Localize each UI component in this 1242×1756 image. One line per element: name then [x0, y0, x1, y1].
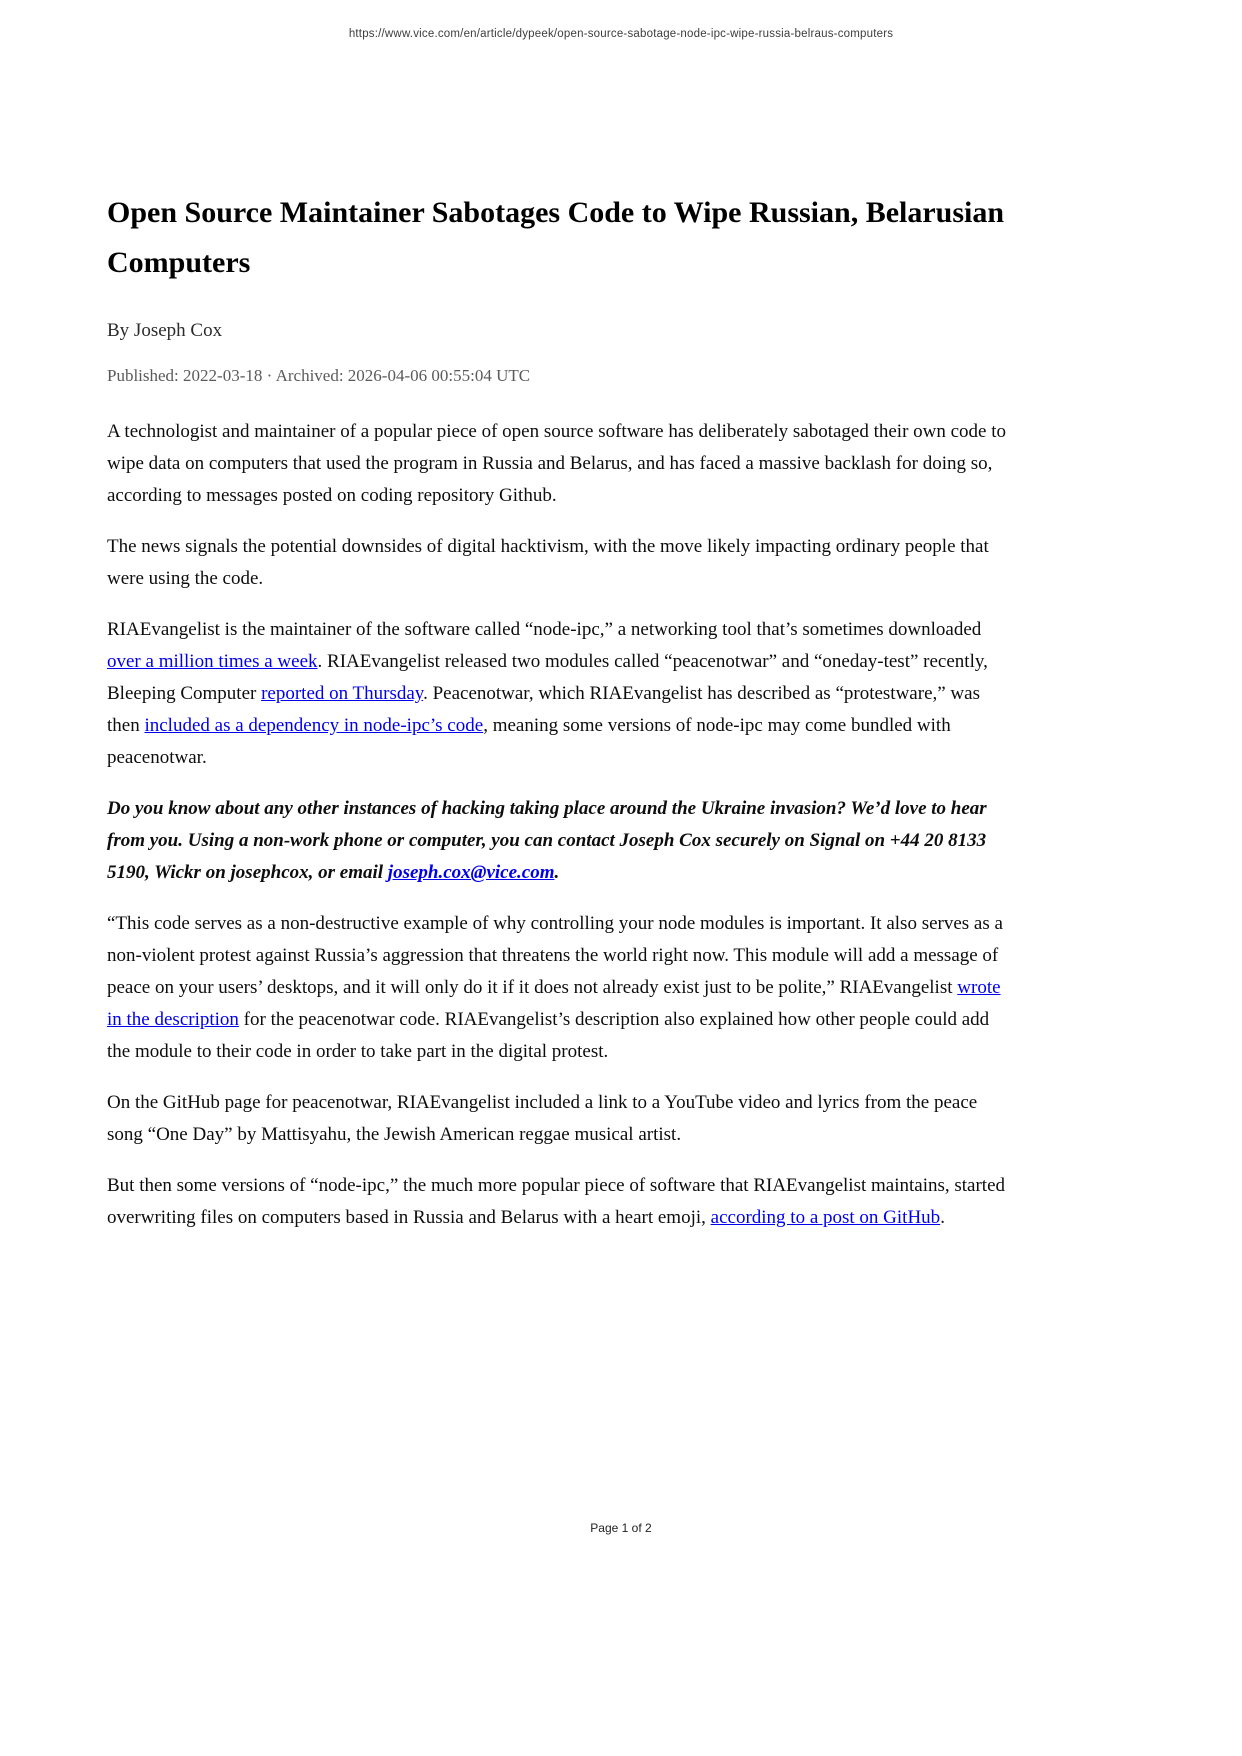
- article-meta: Published: 2022-03-18 · Archived: 2026-04-06 00:55:04 UTC: [107, 366, 531, 385]
- source-url: https://www.vice.com/en/article/dypeek/open-source-sabotage-node-ipc-wipe-russia-belraus-computers: [348, 28, 894, 40]
- text-run: .: [554, 862, 560, 883]
- text-run: . Peacenotwar, which RIAEvangelist has described as “protestware,” was then: [107, 683, 980, 736]
- article-body: [107, 416, 1007, 1234]
- paragraph: [107, 416, 1007, 512]
- text-run: On the GitHub page for peacenotwar, RIAEvangelist included a link to a YouTube video and lyrics from the peace song “One Day” by Mattisyahu, the Jewish American reggae musical artist.: [107, 1092, 978, 1145]
- page-indicator: Page 1 of 2: [590, 1521, 652, 1535]
- inline-link[interactable]: wrote in the description: [107, 977, 1001, 1030]
- inline-link[interactable]: reported on Thursday: [261, 683, 424, 704]
- inline-link[interactable]: over a million times a week: [107, 651, 318, 672]
- text-run: “This code serves as a non-destructive example of why controlling your node modules is important. It also serves as a non-violent protest against Russia’s aggression that threatens the world right now. This module will add a message of peace on your users’ desktops, and it will only do it if it does not already exist just to be polite,” RIAEvangelist: [107, 913, 1003, 998]
- paragraph: [107, 531, 1007, 595]
- callout-paragraph: [107, 793, 1007, 889]
- text-run: The news signals the potential downsides of digital hacktivism, with the move likely impacting ordinary people that were using the code.: [107, 536, 989, 589]
- text-run: for the peacenotwar code. RIAEvangelist’s description also explained how other people could add the module to their code in order to take part in the digital protest.: [107, 1009, 990, 1062]
- text-run: Do you know about any other instances of hacking taking place around the Ukraine invasion? We’d love to hear from you. Using a non-work phone or computer, you can contact Joseph Cox securely on Signal on +44 20 8133 5190, Wickr on josephcox, or email: [107, 798, 987, 883]
- paragraph: [107, 1170, 1007, 1234]
- paragraph: [107, 614, 1007, 774]
- inline-link[interactable]: joseph.cox@vice.com: [387, 862, 555, 883]
- text-run: , meaning some versions of node-ipc may come bundled with peacenotwar.: [107, 715, 951, 768]
- text-run: RIAEvangelist is the maintainer of the software called “node-ipc,” a networking tool that’s sometimes downloaded: [107, 619, 982, 640]
- inline-link[interactable]: according to a post on GitHub: [710, 1207, 941, 1228]
- paragraph: [107, 908, 1007, 1068]
- article-container: [107, 188, 1007, 1253]
- text-run: .: [940, 1207, 945, 1228]
- text-run: But then some versions of “node-ipc,” the much more popular piece of software that RIAEvangelist maintains, started overwriting files on computers based in Russia and Belarus with a heart emoji,: [107, 1175, 1006, 1228]
- paragraph: [107, 1087, 1007, 1151]
- article-title: Open Source Maintainer Sabotages Code to Wipe Russian, Belarusian Computers: [107, 196, 1005, 279]
- inline-link[interactable]: included as a dependency in node-ipc’s code: [144, 715, 484, 736]
- text-run: . RIAEvangelist released two modules called “peacenotwar” and “oneday-test” recently, Bleeping Computer: [107, 651, 988, 704]
- article-byline: By Joseph Cox: [107, 320, 223, 341]
- text-run: A technologist and maintainer of a popular piece of open source software has deliberately sabotaged their own code to wipe data on computers that used the program in Russia and Belarus, and has faced a massive backlash for doing so, according to messages posted on coding repository Github.: [107, 421, 1007, 506]
